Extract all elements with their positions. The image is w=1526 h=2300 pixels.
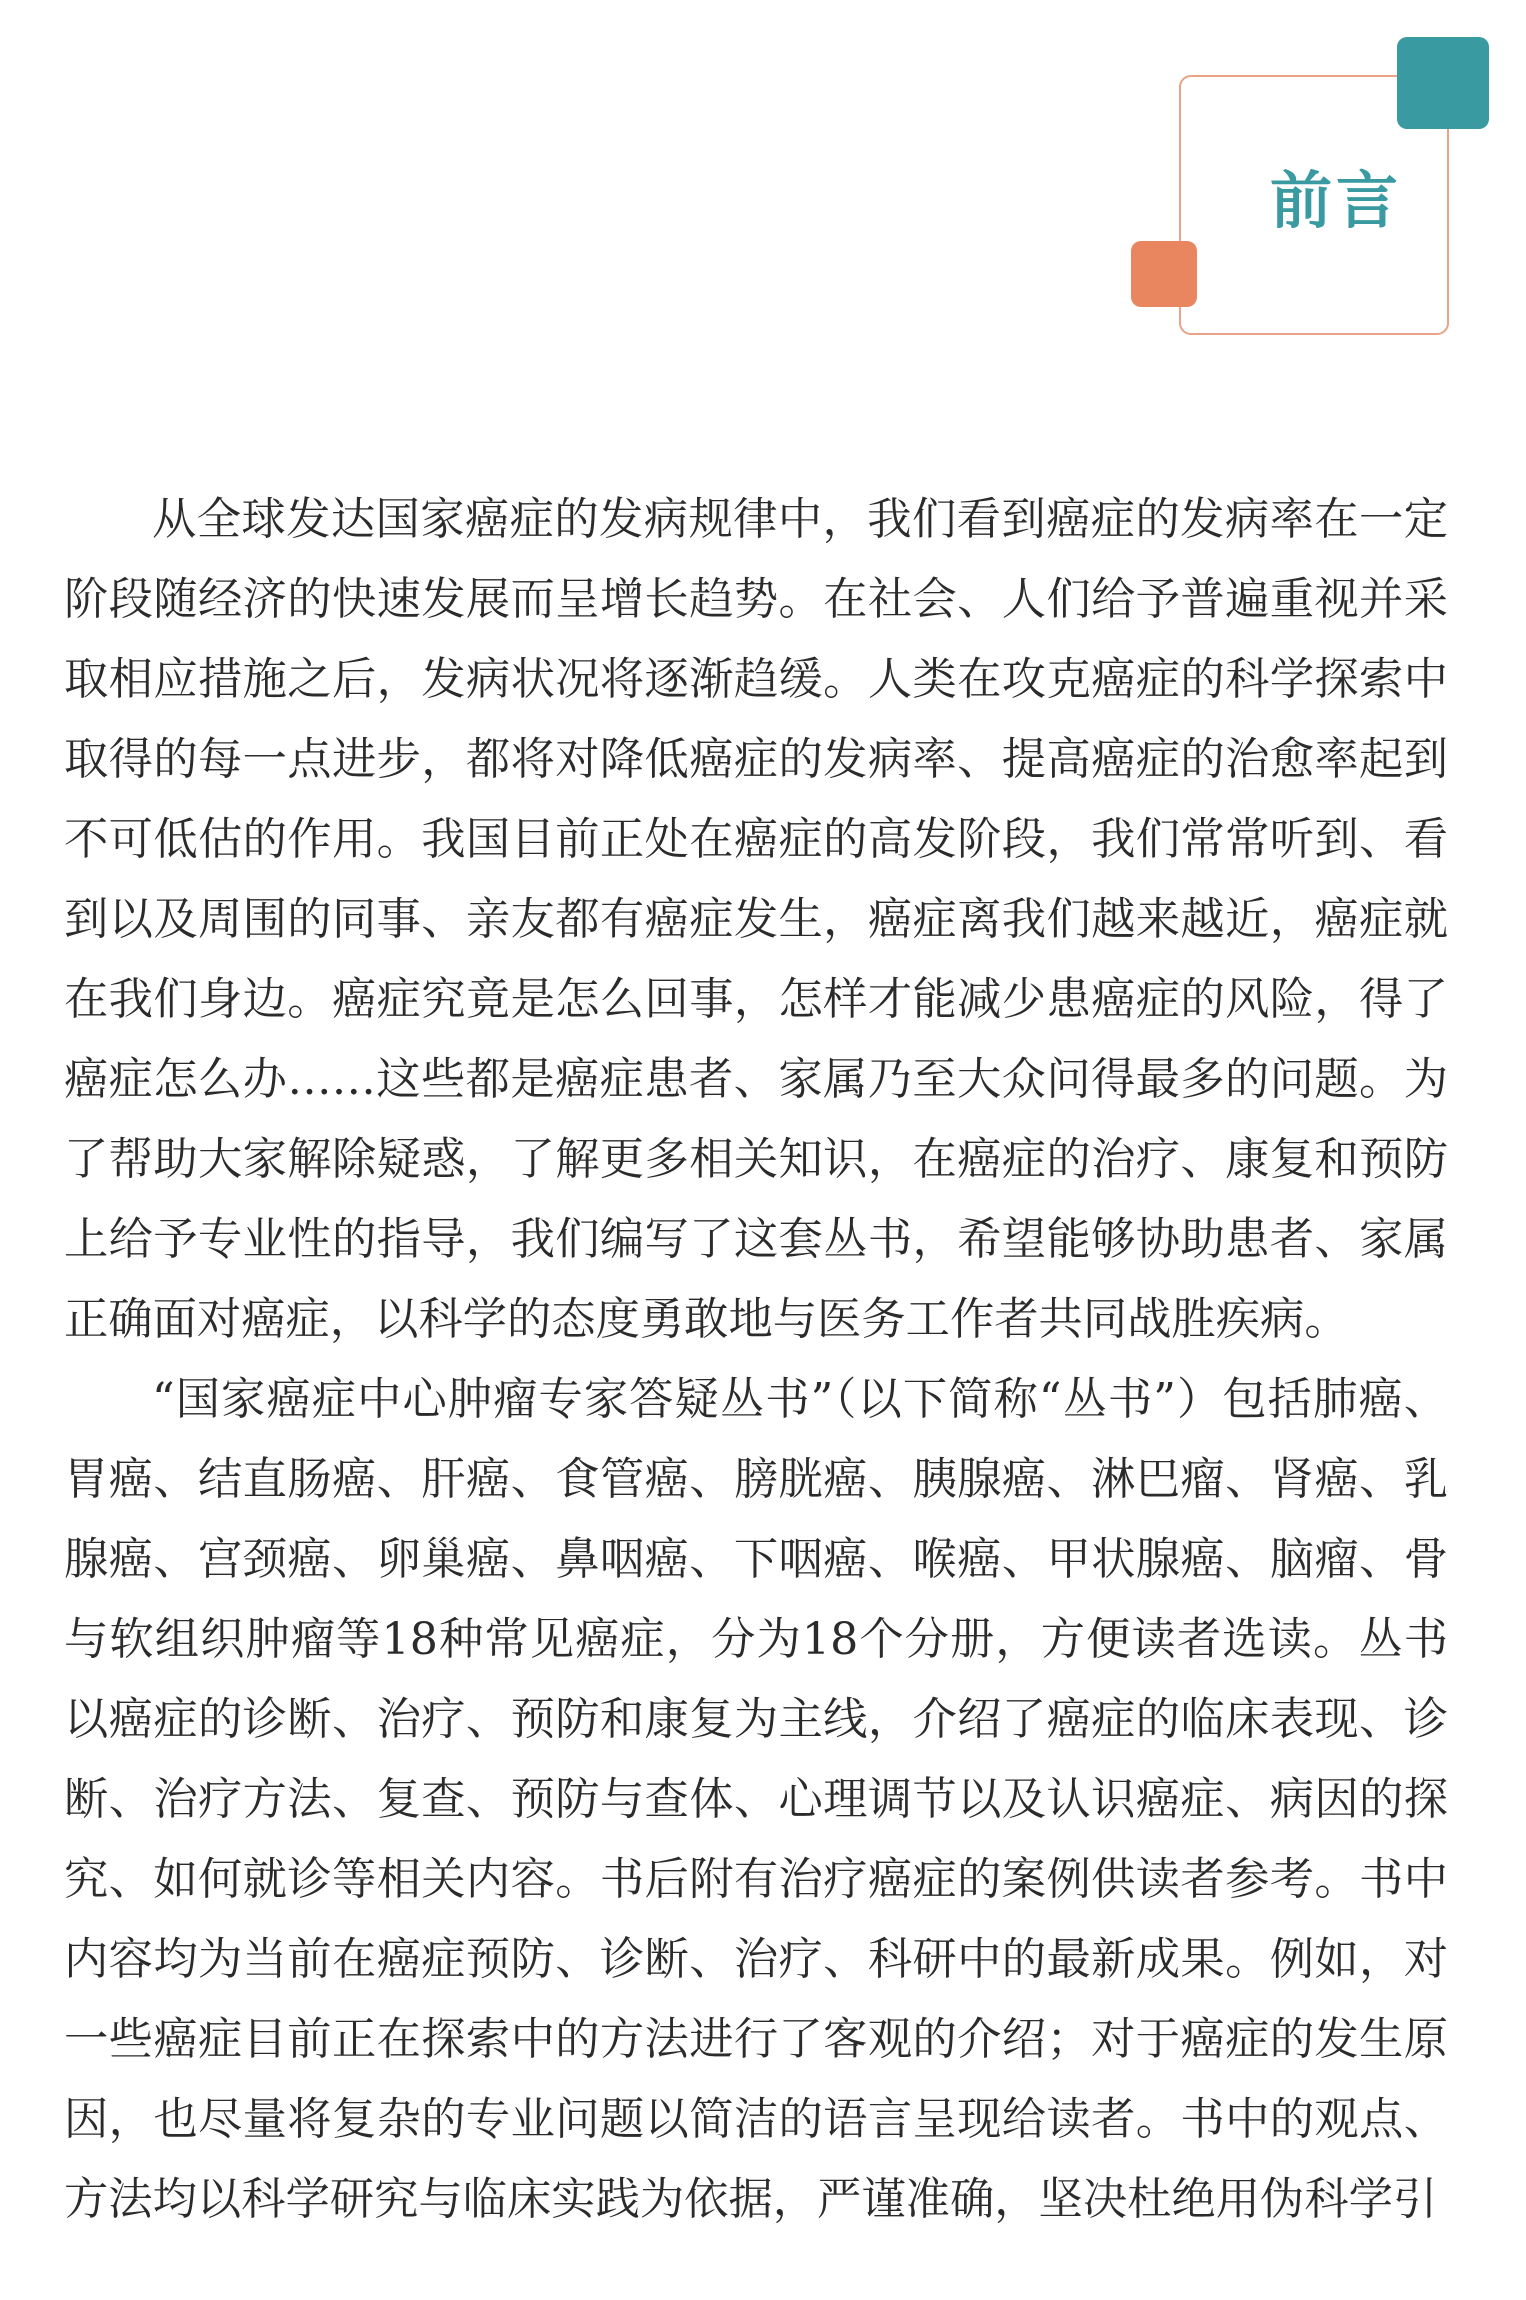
paragraph: 从全球发达国家癌症的发病规律中，我们看到癌症的发病率在一定阶段随经济的快速发展而呈增长趋势。在社会、人们给予普遍重视并采取相应措施之后，发病状况将逐渐趋缓。人类在攻克癌症的科学探索中取得的每一点进步，都将对降低癌症的发病率、提高癌症的治愈率起到不可低估的作用。我国目前正处在癌症的高发阶段，我们常常听到、看到以及周围的同事、亲友都有癌症发生，癌症离我们越来越近，癌症就在我们身边。癌症究竟是怎么回事，怎样才能减少患癌症的风险，得了癌症怎么办……这些都是癌症患者、家属乃至大众问得最多的问题。为了帮助大家解除疑惑，了解更多相关知识，在癌症的治疗、康复和预防上给予专业性的指导，我们编写了这套丛书，希望能够协助患者、家属正确面对癌症，以科学的态度勇敢地与医务工作者共同战胜疾病。 <box>64 494 1448 1345</box>
page-title: 前言 <box>1270 164 1403 237</box>
paragraph: “国家癌症中心肿瘤专家答疑丛书”（以下简称“丛书”）包括肺癌、胃癌、结直肠癌、肝癌、食管癌、膀胱癌、胰腺癌、淋巴瘤、肾癌、乳腺癌、宫颈癌、卵巢癌、鼻咽癌、下咽癌、喉癌、甲状腺癌、脑瘤、骨与软组织肿瘤等18种常见癌症，分为18个分册，方便读者选读。丛书以癌症的诊断、治疗、预防和康复为主线，介绍了癌症的临床表现、诊断、治疗方法、复查、预防与查体、心理调节以及认识癌症、病因的探究、如何就诊等相关内容。书后附有治疗癌症的案例供读者参考。书中内容均为当前在癌症预防、诊断、治疗、科研中的最新成果。例如，对一些癌症目前正在探索中的方法进行了客观的介绍；对于癌症的发生原因，也尽量将复杂的专业问题以简洁的语言呈现给读者。书中的观点、方法均以科学研究与临床实践为依据，严谨准确，坚决杜绝用伪科学引 <box>64 1374 1448 2225</box>
orange-square-decoration <box>1131 241 1197 307</box>
preface-body <box>64 480 1448 2240</box>
teal-square-decoration <box>1397 37 1489 129</box>
header-decoration <box>0 0 1526 360</box>
